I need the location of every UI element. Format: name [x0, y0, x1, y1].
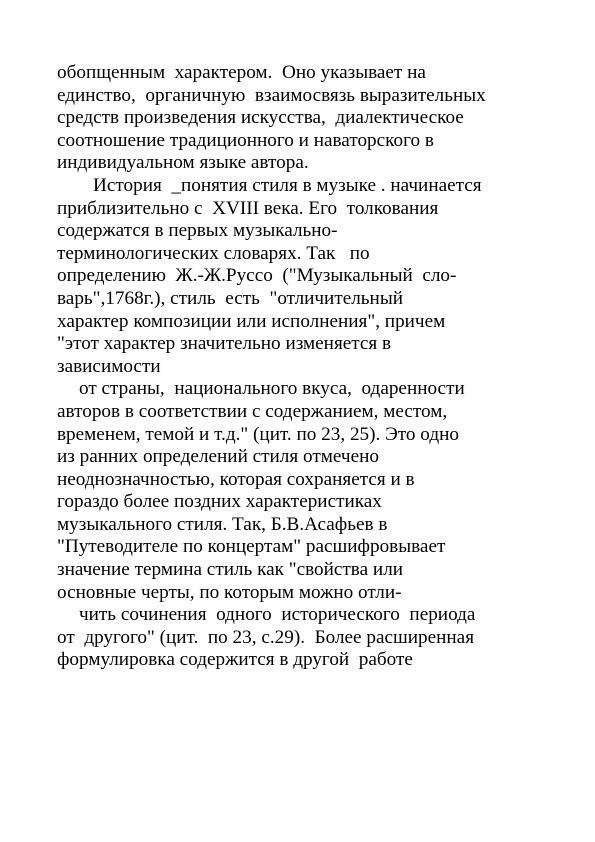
text-line: определению Ж.-Ж.Руссо ("Музыкальный сло- [57, 265, 457, 287]
text-line: гораздо более поздних характеристиках [57, 491, 382, 513]
text-line: музыкального стиля. Так, Б.В.Асафьев в [57, 513, 388, 535]
text-line: от страны, национального вкуса, одаренности [79, 378, 465, 400]
text-line: чить сочинения одного исторического периода [79, 604, 476, 626]
text-line: терминологических словарях. Так по [57, 242, 370, 264]
text-line: "Путеводителе по концертам" расшифровывает [57, 536, 446, 558]
text-line: из ранних определений стиля отмечено [57, 446, 379, 468]
text-line: временем, темой и т.д." (цит. по 23, 25). Это одно [57, 423, 459, 445]
text-line: "этот характер значительно изменяется в [57, 333, 392, 355]
text-line: формулировка содержится в другой работе [57, 649, 413, 671]
text-line: История _понятия стиля в музыке . начинается [93, 174, 482, 196]
text-line: от другого" (цит. по 23, с.29). Более расширенная [57, 626, 475, 648]
text-line: средств произведения искусства, диалектическое [57, 107, 464, 129]
text-line: основные черты, по которым можно отли- [57, 581, 402, 603]
text-line: соотношение традиционного и наваторского в [57, 129, 434, 151]
body-text [57, 62, 547, 672]
text-line: варь",1768г.), стиль есть "отличительный [57, 287, 403, 309]
text-line: единство, органичную взаимосвязь выразительных [57, 84, 486, 106]
text-line: неоднозначностью, которая сохраняется и в [57, 468, 415, 490]
text-line: авторов в соответствии с содержанием, местом, [57, 400, 448, 422]
text-line: характер композиции или исполнения", причем [57, 310, 446, 332]
text-line: приблизительно с XVIII века. Его толкования [57, 197, 439, 219]
text-line: индивидуальном языке автора. [57, 152, 309, 174]
text-line: содержатся в первых музыкально- [57, 220, 338, 242]
text-line: значение термина стиль как "свойства или [57, 559, 404, 581]
text-line: обопщенным характером. Оно указывает на [57, 62, 426, 83]
text-line: зависимости [57, 355, 161, 377]
